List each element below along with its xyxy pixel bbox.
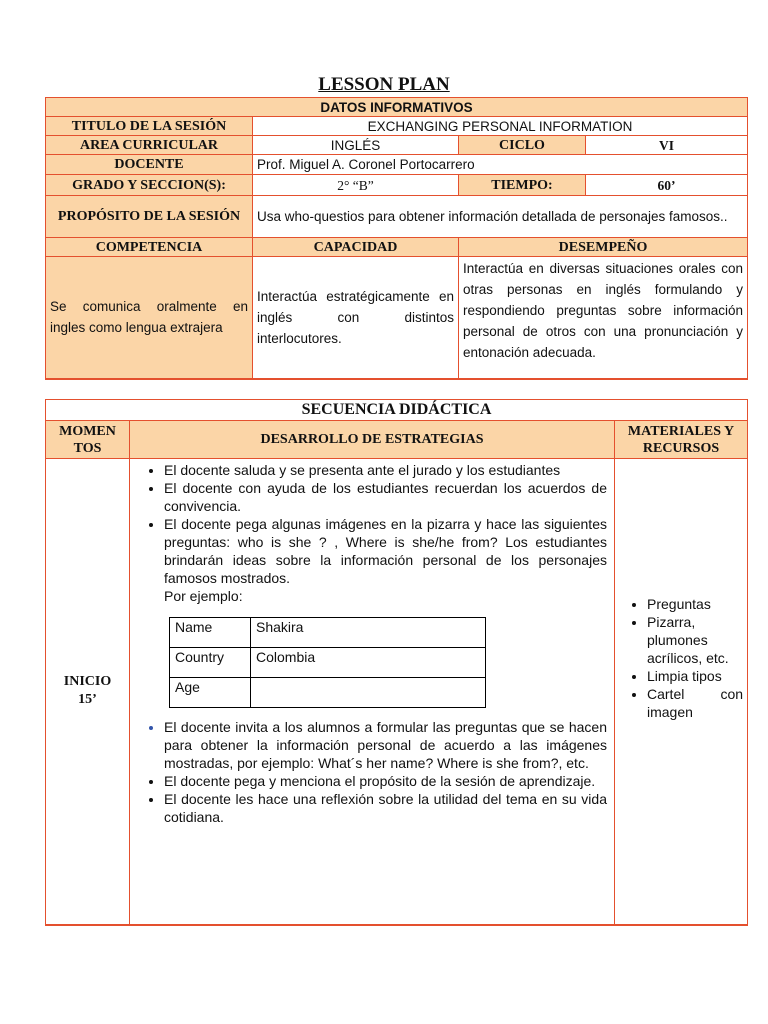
tiempo-label: TIEMPO:: [459, 175, 586, 196]
material-item: • Pizarra, plumones acrílicos, etc.: [647, 613, 743, 667]
capacidad-value: Interactúa estratégicamente en inglés con distintos interlocutores.: [253, 257, 459, 379]
materiales-list: [619, 595, 743, 721]
strategies-list-a: [134, 461, 607, 587]
secuencia-didactica-table: [45, 399, 748, 926]
tiempo-value: 60’: [586, 175, 748, 196]
area-value: INGLÉS: [253, 136, 459, 155]
desarrollo-label: DESARROLLO DE ESTRATEGIAS: [130, 421, 615, 459]
table-row: [170, 618, 486, 648]
strategy-item: • El docente les hace una reflexión sobre la utilidad del tema en su vida cotidiana.: [164, 790, 607, 826]
grado-value: 2° “B”: [253, 175, 459, 196]
example-value: Shakira: [251, 618, 486, 648]
competencia-label: COMPETENCIA: [46, 238, 253, 257]
ciclo-label: CICLO: [459, 136, 586, 155]
strategy-item: • El docente invita a los alumnos a formular las preguntas que se hacen para obtener la información personal de acuerdo a las imágenes mostradas, por ejemplo: What´s her name? Where is she from?, etc.: [164, 718, 607, 772]
material-item: • Limpia tipos: [647, 667, 743, 685]
datos-header: DATOS INFORMATIVOS: [46, 98, 748, 117]
materiales-cell: [615, 459, 748, 925]
momentos-label: MOMEN TOS: [46, 421, 130, 459]
grado-label: GRADO Y SECCION(S):: [46, 175, 253, 196]
example-label: Name: [170, 618, 251, 648]
material-item: • Cartel con imagen: [647, 685, 743, 721]
desempeno-label: DESEMPEÑO: [459, 238, 748, 257]
desempeno-value: Interactúa en diversas situaciones orales con otras personas en inglés formulando y respondiendo preguntas sobre información personal de otros con una pronunciación y entonación adecuada.: [459, 257, 748, 379]
titulo-value: EXCHANGING PERSONAL INFORMATION: [253, 117, 748, 136]
strategies-cell: [130, 459, 615, 925]
page-title: LESSON PLAN: [318, 74, 450, 95]
table-row: [170, 678, 486, 708]
strategies-list-b: [134, 718, 607, 826]
ciclo-value: VI: [586, 136, 748, 155]
capacidad-label: CAPACIDAD: [253, 238, 459, 257]
docente-value: Prof. Miguel A. Coronel Portocarrero: [253, 155, 748, 175]
momento-inicio: [46, 459, 130, 925]
example-table: [169, 617, 486, 708]
datos-informativos-table: [45, 97, 748, 380]
competencia-value: Se comunica oralmente en ingles como lengua extrajera: [46, 257, 253, 379]
por-ejemplo: Por ejemplo:: [164, 588, 243, 604]
materiales-label: MATERIALES Y RECURSOS: [615, 421, 748, 459]
inicio-label: INICIO: [63, 674, 112, 690]
secuencia-header: SECUENCIA DIDÁCTICA: [46, 400, 748, 421]
strategy-item: • El docente pega algunas imágenes en la pizarra y hace las siguientes preguntas: who is she ? , Where is she/he from? Los estudiantes brindarán ideas sobre la información personal de los personajes famosos mostrados.: [164, 515, 607, 587]
area-label: AREA CURRICULAR: [46, 136, 253, 155]
titulo-label: TITULO DE LA SESIÓN: [46, 117, 253, 136]
example-label: Country: [170, 648, 251, 678]
example-label: Age: [170, 678, 251, 708]
proposito-label: PROPÓSITO DE LA SESIÓN: [46, 196, 253, 238]
proposito-value: Usa who-questios para obtener información detallada de personajes famosos..: [253, 196, 748, 238]
strategy-item: • El docente saluda y se presenta ante el jurado y los estudiantes: [164, 461, 607, 479]
example-value: [251, 678, 486, 708]
material-item: • Preguntas: [647, 595, 743, 613]
strategy-item: • El docente con ayuda de los estudiantes recuerdan los acuerdos de convivencia.: [164, 479, 607, 515]
example-value: Colombia: [251, 648, 486, 678]
docente-label: DOCENTE: [46, 155, 253, 175]
table-row: [170, 648, 486, 678]
inicio-time: 15’: [78, 692, 97, 708]
strategy-item: • El docente pega y menciona el propósito de la sesión de aprendizaje.: [164, 772, 607, 790]
